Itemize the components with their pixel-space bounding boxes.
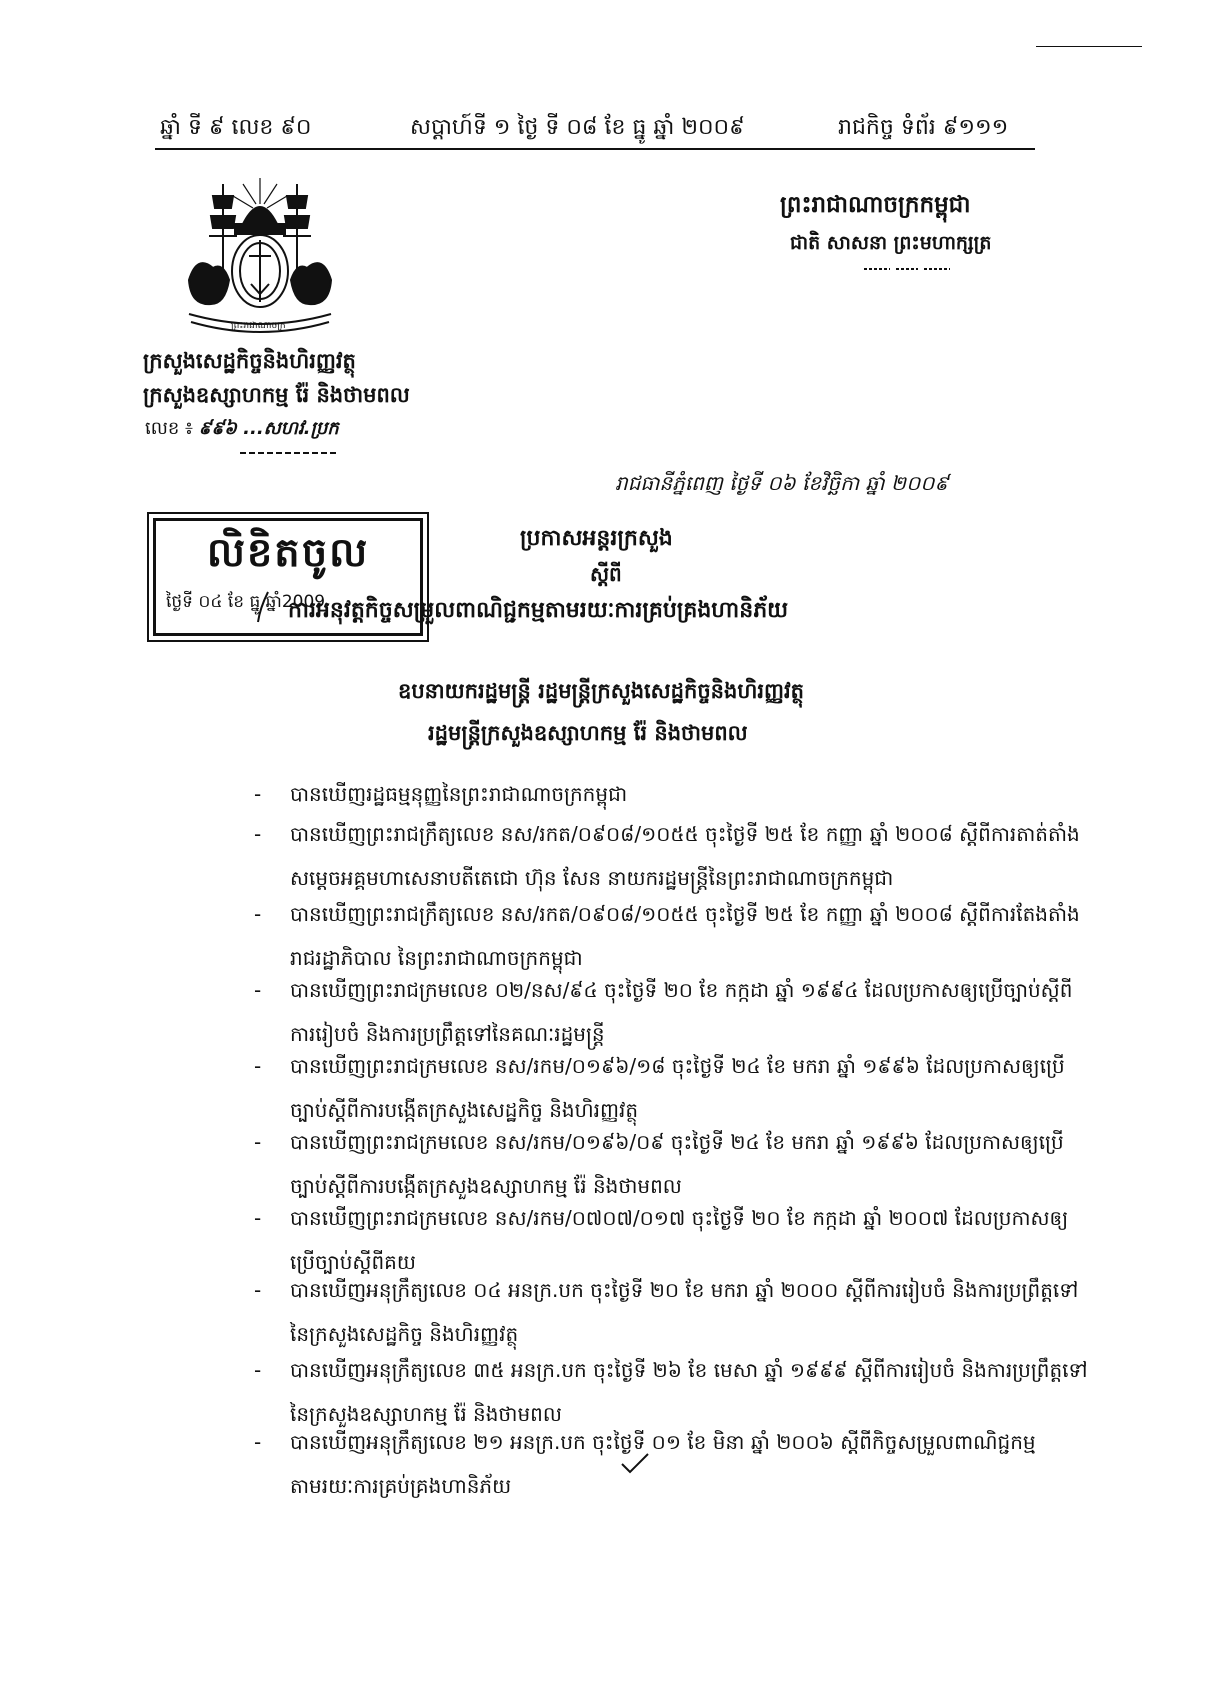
list-dash: -	[254, 978, 262, 1002]
list-item	[254, 1420, 1090, 1508]
decree-title: ប្រកាសអន្តរក្រសួង	[520, 526, 673, 551]
list-dash: -	[254, 782, 262, 806]
list-dash: -	[254, 1054, 262, 1078]
list-item-text: បានឃើញព្រះរាជក្រមលេខ នស/រកម/០១៩៦/០៩ ចុះថ្ងៃទី ២៤ ខែ មករា ឆ្នាំ ១៩៩៦ ដែលប្រកាសឲ្យប្រើច្បាប់ស្តីពីការបង្កើតក្រសួងឧស្សាហកម្ម រ៉ែ និងថាមពល	[290, 1130, 1064, 1198]
list-item	[254, 1120, 1090, 1208]
royal-coat-of-arms	[183, 176, 337, 336]
authority-line-1: ឧបនាយករដ្ឋមន្ត្រី រដ្ឋមន្ត្រីក្រសួងសេដ្ឋកិច្ចនិងហិរញ្ញវត្ថុ	[398, 679, 804, 703]
reference-label: លេខ ៖	[145, 418, 193, 439]
list-dash: -	[254, 1358, 262, 1382]
list-item	[254, 892, 1090, 980]
list-item	[254, 1268, 1090, 1356]
list-item	[254, 1044, 1090, 1132]
stamp-tick-mark	[250, 588, 280, 628]
list-item-text: បានឃើញព្រះរាជក្រមលេខ នស/រកម/០៧០៧/០១៧ ចុះថ្ងៃទី ២០ ខែ កក្កដា ឆ្នាំ ២០០៧ ដែលប្រកាសឲ្យប្រើច្បាប់ស្តីពីគយ	[290, 1206, 1069, 1274]
list-dash: -	[254, 1430, 262, 1454]
list-item	[254, 812, 1090, 900]
list-item	[254, 772, 1090, 816]
list-dash: -	[254, 1206, 262, 1230]
authority-line-2: រដ្ឋមន្ត្រីក្រសួងឧស្សាហកម្ម រ៉ែ និងថាមពល	[428, 721, 748, 745]
stamp-date: ថ្ងៃទី ០៤ ខែ ធ្នូ ឆ្នាំ2009	[166, 592, 326, 612]
header-issue: ឆ្នាំ ទី ៩ លេខ ៩០	[160, 115, 312, 140]
header-page: រាជកិច្ច ទំព័រ ៩១១១	[838, 115, 1009, 140]
stamp-title: លិខិតចូល	[206, 530, 370, 576]
kingdom-motto: ជាតិ សាសនា ព្រះមហាក្សត្រ	[790, 232, 992, 254]
reference-number	[145, 416, 339, 443]
list-dash: -	[254, 1278, 262, 1302]
place-date: រាជធានីភ្នំពេញ ថ្ងៃទី ០៦ ខែវិច្ឆិកា ឆ្នាំ ២០០៩	[615, 471, 949, 495]
decree-subject-label: ស្តីពី	[590, 562, 622, 586]
list-item-text: បានឃើញព្រះរាជក្រមលេខ ០២/នស/៩៤ ចុះថ្ងៃទី ២០ ខែ កក្កដា ឆ្នាំ ១៩៩៤ ដែលប្រកាសឲ្យប្រើច្បាប់ស្តីពីការរៀបចំ និងការប្រព្រឹត្តទៅនៃគណៈរដ្ឋមន្ត្រី	[290, 978, 1073, 1046]
list-item-text: បានឃើញអនុក្រឹត្យលេខ ៣៥ អនក្រ.បក ចុះថ្ងៃទី ២៦ ខែ មេសា ឆ្នាំ ១៩៩៩ ស្តីពីការរៀបចំ និងការប្រព្រឹត្តទៅនៃក្រសួងឧស្សាហកម្ម រ៉ែ និងថាមពល	[290, 1358, 1088, 1426]
list-dash: -	[254, 822, 262, 846]
checkmark-annotation	[620, 1452, 650, 1476]
header-date: សប្តាហ៍ទី ១ ថ្ងៃ ទី ០៨ ខែ ធ្នូ ឆ្នាំ ២០០៩	[410, 115, 745, 140]
decree-subject: ការអនុវត្តកិច្ចសម្រួលពាណិជ្ជកម្មតាមរយៈការគ្រប់គ្រងហានិភ័យ	[288, 598, 789, 623]
list-item-text: បានឃើញព្រះរាជក្រមលេខ នស/រកម/០១៩៦/១៨ ចុះថ្ងៃទី ២៤ ខែ មករា ឆ្នាំ ១៩៩៦ ដែលប្រកាសឲ្យប្រើច្បាប់ស្តីពីការបង្កើតក្រសួងសេដ្ឋកិច្ច និងហិរញ្ញវត្ថុ	[290, 1054, 1065, 1122]
list-dash: -	[254, 902, 262, 926]
list-item-text: បានឃើញព្រះរាជក្រឹត្យលេខ នស/រកត/០៩០៨/១០៥៥ ចុះថ្ងៃទី ២៥ ខែ កញ្ញា ឆ្នាំ ២០០៨ ស្តីពីការតែងតាំងរាជរដ្ឋាភិបាល នៃព្រះរាជាណាចក្រកម្ពុជា	[290, 902, 1080, 970]
reference-value: ៩៩៦ ...សហវ.ប្រក	[198, 418, 339, 439]
list-dash: -	[254, 1130, 262, 1154]
ministry-industry: ក្រសួងឧស្សាហកម្ម រ៉ែ និងថាមពល	[143, 383, 410, 407]
kingdom-title: ព្រះរាជាណាចក្រកម្ពុជា	[780, 192, 971, 218]
ministry-economy: ក្រសួងសេដ្ឋកិច្ចនិងហិរញ្ញវត្ថុ	[143, 349, 356, 373]
list-item	[254, 968, 1090, 1056]
svg-text:ព្រះរាជាណាចក្រ: ព្រះរាជាណាចក្រ	[231, 321, 286, 331]
ministry-ornament	[238, 448, 338, 458]
list-item-text: បានឃើញរដ្ឋធម្មនុញ្ញនៃព្រះរាជាណាចក្រកម្ពុជា	[290, 782, 628, 806]
motto-ornament	[862, 264, 952, 274]
list-item-text: បានឃើញព្រះរាជក្រឹត្យលេខ នស/រកត/០៩០៨/១០៥៥ ចុះថ្ងៃទី ២៥ ខែ កញ្ញា ឆ្នាំ ២០០៨ ស្តីពីការតាត់តាំងសម្តេចអគ្គមហាសេនាបតីតេជោ ហ៊ុន សែន នាយករដ្ឋមន្ត្រីនៃព្រះរាជាណាចក្រកម្ពុជា	[290, 822, 1080, 890]
list-item-text: បានឃើញអនុក្រឹត្យលេខ ២១ អនក្រ.បក ចុះថ្ងៃទី ០១ ខែ មិនា ឆ្នាំ ២០០៦ ស្តីពីកិច្ចសម្រួលពាណិជ្ជកម្មតាមរយៈការគ្រប់គ្រងហានិភ័យ	[290, 1430, 1036, 1498]
list-item-text: បានឃើញអនុក្រឹត្យលេខ ០៤ អនក្រ.បក ចុះថ្ងៃទី ២០ ខែ មករា ឆ្នាំ ២០០០ ស្តីពីការរៀបចំ និងការប្រព្រឹត្តទៅនៃក្រសួងសេដ្ឋកិច្ច និងហិរញ្ញវត្ថុ	[290, 1278, 1079, 1346]
header-rule	[155, 148, 1035, 150]
corner-mark	[1036, 46, 1142, 47]
